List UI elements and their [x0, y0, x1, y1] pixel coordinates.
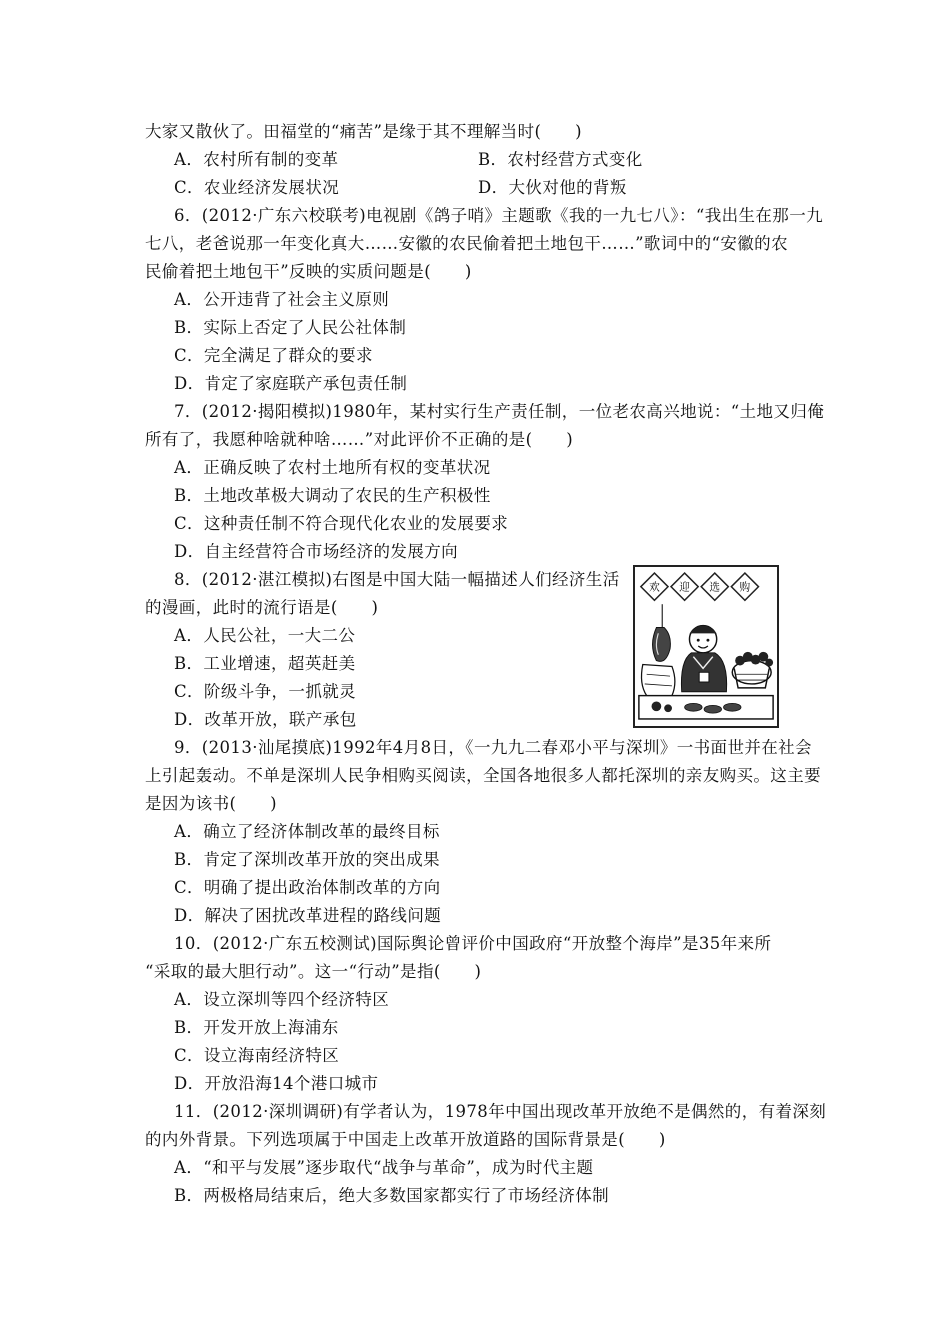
text-line: 民偷着把土地包干”反映的实质问题是( )	[145, 262, 472, 281]
banner-char: 购	[739, 580, 751, 594]
text-line: 大家又散伙了。田福堂的“痛苦”是缘于其不理解当时( )	[145, 122, 582, 141]
option-b: B．农村经营方式变化	[478, 150, 643, 169]
option-d: D．自主经营符合市场经济的发展方向	[174, 542, 459, 561]
option-b: B．肯定了深圳改革开放的突出成果	[174, 850, 441, 869]
option-b: B．土地改革极大调动了农民的生产积极性	[174, 486, 491, 505]
text-line: 是因为该书( )	[145, 794, 277, 813]
question-11: 11．(2012·深圳调研)有学者认为，1978年中国出现改革开放绝不是偶然的，有着深刻	[174, 1102, 827, 1121]
option-c: C．完全满足了群众的要求	[174, 346, 373, 365]
option-a: A．人民公社，一大二公	[174, 626, 356, 645]
text-line: 的漫画，此时的流行语是( )	[145, 598, 379, 617]
question-10: 10．(2012·广东五校测试)国际舆论曾评价中国政府“开放整个海岸”是35年来所	[174, 934, 772, 953]
option-a: A．公开违背了社会主义原则	[174, 290, 390, 309]
option-d: D．肯定了家庭联产承包责任制	[174, 374, 408, 393]
option-a: A．正确反映了农村土地所有权的变革状况	[174, 458, 491, 477]
option-b: B．开发开放上海浦东	[174, 1018, 339, 1037]
question-9: 9．(2013·汕尾摸底)1992年4月8日，《一九九二春邓小平与深圳》一书面世并在社会	[174, 738, 812, 757]
option-b: B．实际上否定了人民公社体制	[174, 318, 407, 337]
question-7: 7．(2012·揭阳模拟)1980年，某村实行生产责任制，一位老农高兴地说：“土地又归俺	[174, 402, 825, 421]
text-line: “采取的最大胆行动”。这一“行动”是指( )	[145, 962, 482, 981]
text-line: 的内外背景。下列选项属于中国走上改革开放道路的国际背景是( )	[145, 1130, 666, 1149]
text-line: 七八，老爸说那一年变化真大……安徽的农民偷着把土地包干……”歌词中的“安徽的农	[145, 234, 788, 253]
banner-char: 迎	[679, 580, 690, 594]
banner-char: 欢	[649, 580, 660, 594]
option-a: A．确立了经济体制改革的最终目标	[174, 822, 440, 841]
option-a: A．“和平与发展”逐步取代“战争与革命”，成为时代主题	[174, 1158, 594, 1177]
banner-char: 选	[709, 580, 721, 594]
option-b: B．工业增速，超英赶美	[174, 654, 356, 673]
option-c: C．这种责任制不符合现代化农业的发展要求	[174, 514, 509, 533]
option-c: C．明确了提出政治体制改革的方向	[174, 878, 441, 897]
text-line: 上引起轰动。不单是深圳人民争相购买阅读，全国各地很多人都托深圳的亲友购买。这主要	[145, 766, 821, 785]
cartoon-image	[633, 565, 779, 728]
text-line: 所有了，我愿种啥就种啥……”对此评价不正确的是( )	[145, 430, 574, 449]
option-d: D．大伙对他的背叛	[478, 178, 627, 197]
option-c: C．阶级斗争，一抓就灵	[174, 682, 357, 701]
option-b: B．两极格局结束后，绝大多数国家都实行了市场经济体制	[174, 1186, 610, 1205]
option-d: D．解决了困扰改革进程的路线问题	[174, 906, 442, 925]
question-8: 8．(2012·湛江模拟)右图是中国大陆一幅描述人们经济生活	[174, 570, 620, 589]
option-a: A．农村所有制的变革	[174, 150, 339, 169]
option-d: D．开放沿海14个港口城市	[174, 1074, 379, 1093]
question-6: 6．(2012·广东六校联考)电视剧《鸽子哨》主题歌《我的一九七八》：“我出生在那一九	[174, 206, 823, 225]
option-a: A．设立深圳等四个经济特区	[174, 990, 390, 1009]
option-c: C．设立海南经济特区	[174, 1046, 340, 1065]
option-d: D．改革开放，联产承包	[174, 710, 357, 729]
option-c: C．农业经济发展状况	[174, 178, 340, 197]
